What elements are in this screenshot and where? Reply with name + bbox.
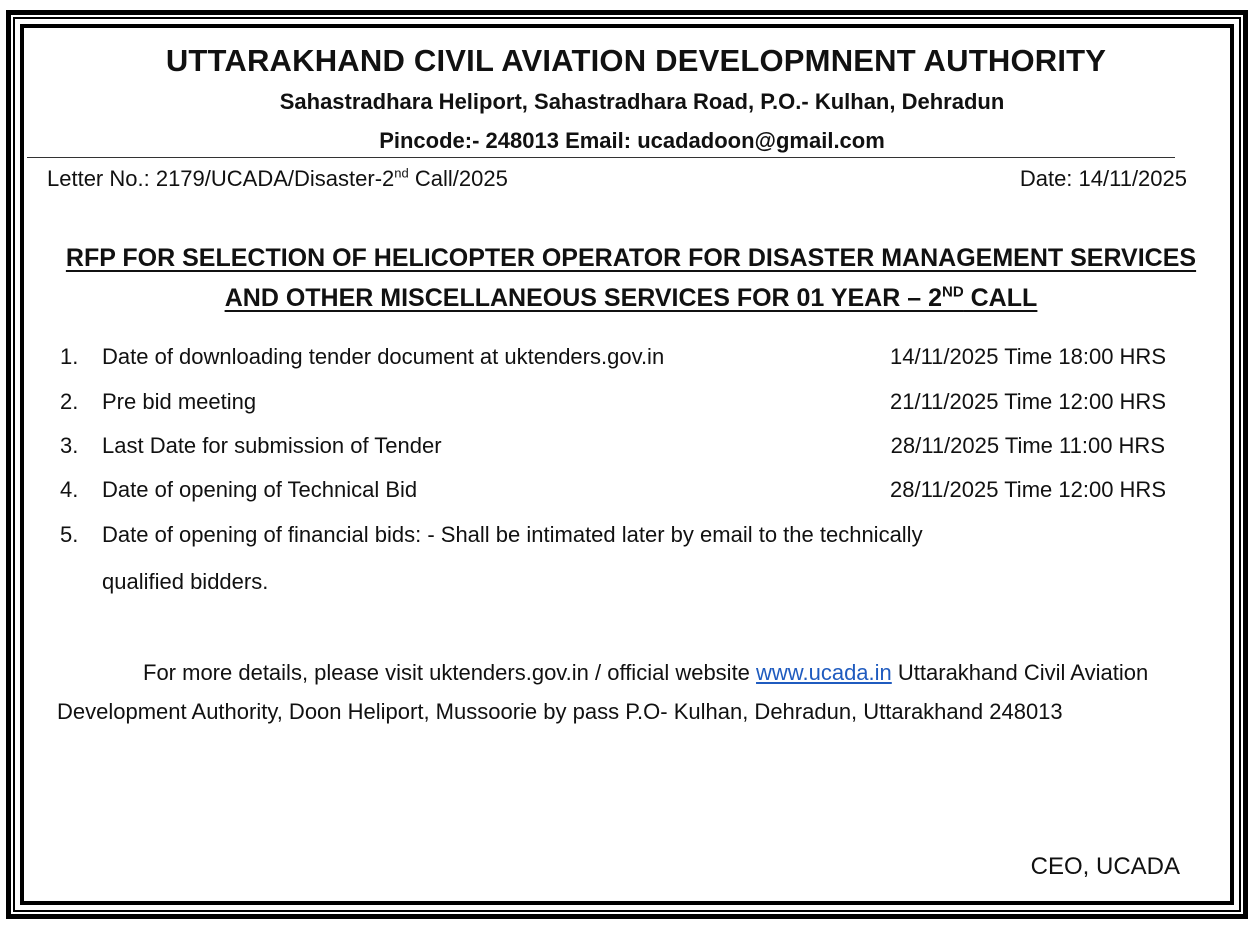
schedule-item-number: 4.: [60, 477, 79, 502]
letter-date: Date: 14/11/2025: [1019, 166, 1187, 191]
schedule-item: [0, 344, 1258, 378]
organization-address: Sahastradhara Heliport, Sahastradhara Road, P.O.- Kulhan, Dehradun: [279, 89, 1005, 114]
schedule-item-number: 2.: [60, 389, 79, 414]
letter-number-suffix: Call/2025: [408, 166, 508, 191]
schedule-item: [0, 389, 1258, 423]
rfp-title: [20, 238, 1242, 318]
organization-name: UTTARAKHAND CIVIL AVIATION DEVELOPMNENT AUTHORITY: [165, 43, 1107, 78]
schedule-item-label: Last Date for submission of Tender: [102, 433, 442, 458]
schedule-item-number: 3.: [60, 433, 79, 458]
details-paragraph: [57, 653, 1187, 731]
schedule-item-datetime: 21/11/2025 Time 12:00 HRS: [890, 389, 1166, 414]
rfp-title-line-1: RFP FOR SELECTION OF HELICOPTER OPERATOR FOR DISASTER MANAGEMENT SERVICES: [65, 244, 1197, 272]
schedule-item-number: 5.: [60, 522, 79, 547]
schedule-item-label: Date of opening of financial bids: - Shall be intimated later by email to the technically: [102, 522, 923, 547]
schedule-item-datetime: 28/11/2025 Time 11:00 HRS: [890, 433, 1165, 458]
rfp-title-line-2: AND OTHER MISCELLANEOUS SERVICES FOR 01 YEAR – 2ND CALL: [224, 283, 1038, 312]
header-divider: [27, 157, 1175, 158]
letter-number-superscript: nd: [394, 165, 409, 181]
details-text-before-link: For more details, please visit uktenders.gov.in / official website: [143, 660, 757, 685]
ucada-website-link[interactable]: www.ucada.in: [756, 660, 892, 685]
schedule-item-label: Date of opening of Technical Bid: [102, 477, 418, 502]
schedule-item-number: 1.: [60, 344, 79, 369]
letter-number: [47, 166, 508, 192]
schedule-item-datetime: 14/11/2025 Time 18:00 HRS: [890, 344, 1166, 369]
schedule-item-continuation: qualified bidders.: [102, 569, 269, 594]
schedule-item: [0, 433, 1258, 467]
letter-number-prefix: Letter No.: 2179/UCADA/Disaster-2: [47, 166, 395, 191]
signatory: CEO, UCADA: [1030, 853, 1180, 880]
details-text-after-link: Uttarakhand Civil Aviation Development Authority, Doon Heliport, Mussoorie by pass P.O- Kulhan, Dehradun, Uttarakhand 248013: [57, 660, 1149, 724]
schedule-item: [0, 477, 1258, 511]
schedule-item-label: Date of downloading tender document at uktenders.gov.in: [102, 344, 665, 369]
schedule-item-datetime: 28/11/2025 Time 12:00 HRS: [890, 477, 1166, 502]
schedule-item: [0, 522, 1258, 556]
schedule-item-label: Pre bid meeting: [102, 389, 257, 414]
organization-contact: Pincode:- 248013 Email: ucadadoon@gmail.com: [379, 128, 885, 153]
